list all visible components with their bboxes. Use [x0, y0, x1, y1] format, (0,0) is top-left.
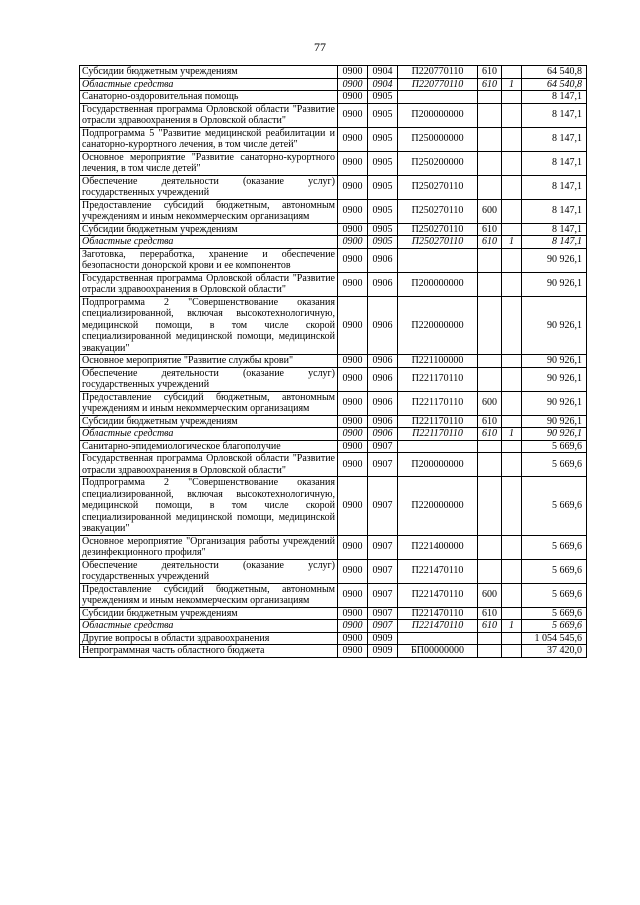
row-subsection-code-cell: 0909 — [368, 632, 398, 645]
row-funding-source-cell — [502, 355, 522, 368]
row-target-article-cell: П250000000 — [398, 127, 478, 151]
row-target-article-cell: П221470110 — [398, 620, 478, 633]
row-amount-cell: 64 540,8 — [522, 66, 587, 79]
row-target-article-cell: П200000000 — [398, 103, 478, 127]
row-amount-cell: 8 147,1 — [522, 127, 587, 151]
row-funding-source-cell — [502, 103, 522, 127]
row-funding-source-cell — [502, 151, 522, 175]
row-subsection-code-cell: 0906 — [368, 391, 398, 415]
row-expense-type-cell: 610 — [478, 620, 502, 633]
row-funding-source-cell — [502, 223, 522, 236]
row-expense-type-cell — [478, 91, 502, 104]
row-section-code-cell: 0900 — [338, 91, 368, 104]
table-row — [80, 415, 587, 428]
row-amount-cell: 5 669,6 — [522, 477, 587, 536]
row-name-cell: Государственная программа Орловской области "Развитие отрасли здравоохранения в Орловской области" — [80, 103, 338, 127]
row-subsection-code-cell: 0905 — [368, 91, 398, 104]
row-section-code-cell: 0900 — [338, 453, 368, 477]
row-amount-cell: 90 926,1 — [522, 248, 587, 272]
row-expense-type-cell: 600 — [478, 391, 502, 415]
row-section-code-cell: 0900 — [338, 151, 368, 175]
row-name-cell: Подпрограмма 2 "Совершенствование оказания специализированной, включая высокотехнологичную, медицинской помощи, в том числе скорой специализированной медицинской помощи, медицинской эвакуации" — [80, 296, 338, 355]
row-amount-cell: 8 147,1 — [522, 175, 587, 199]
row-name-cell: Субсидии бюджетным учреждениям — [80, 607, 338, 620]
row-amount-cell: 8 147,1 — [522, 151, 587, 175]
row-subsection-code-cell: 0905 — [368, 103, 398, 127]
row-target-article-cell: П250270110 — [398, 175, 478, 199]
row-target-article-cell: П250270110 — [398, 236, 478, 249]
table-row — [80, 175, 587, 199]
row-target-article-cell: П221170110 — [398, 367, 478, 391]
row-name-cell: Заготовка, переработка, хранение и обеспечение безопасности донорской крови и ее компонентов — [80, 248, 338, 272]
row-name-cell: Областные средства — [80, 428, 338, 441]
row-funding-source-cell — [502, 66, 522, 79]
row-subsection-code-cell: 0906 — [368, 248, 398, 272]
table-row — [80, 559, 587, 583]
row-section-code-cell: 0900 — [338, 391, 368, 415]
row-target-article-cell: П250270110 — [398, 223, 478, 236]
row-subsection-code-cell: 0907 — [368, 477, 398, 536]
row-name-cell: Предоставление субсидий бюджетным, автономным учреждениям и иным некоммерческим организациям — [80, 199, 338, 223]
row-section-code-cell: 0900 — [338, 236, 368, 249]
row-name-cell: Предоставление субсидий бюджетным, автономным учреждениям и иным некоммерческим организациям — [80, 391, 338, 415]
row-section-code-cell: 0900 — [338, 607, 368, 620]
row-expense-type-cell — [478, 477, 502, 536]
page-number: 77 — [314, 40, 326, 54]
row-section-code-cell: 0900 — [338, 583, 368, 607]
row-subsection-code-cell: 0905 — [368, 175, 398, 199]
row-subsection-code-cell: 0907 — [368, 559, 398, 583]
row-target-article-cell: П221170110 — [398, 391, 478, 415]
row-funding-source-cell — [502, 91, 522, 104]
row-section-code-cell: 0900 — [338, 296, 368, 355]
row-target-article-cell: П221400000 — [398, 535, 478, 559]
row-section-code-cell: 0900 — [338, 620, 368, 633]
table-row — [80, 127, 587, 151]
row-target-article-cell: П250200000 — [398, 151, 478, 175]
row-name-cell: Санитарно-эпидемиологическое благополучие — [80, 440, 338, 453]
table-row — [80, 391, 587, 415]
table-row — [80, 453, 587, 477]
table-row — [80, 477, 587, 536]
row-expense-type-cell — [478, 453, 502, 477]
row-subsection-code-cell: 0904 — [368, 66, 398, 79]
row-expense-type-cell — [478, 175, 502, 199]
row-expense-type-cell — [478, 440, 502, 453]
row-expense-type-cell: 610 — [478, 223, 502, 236]
row-target-article-cell: П220770110 — [398, 66, 478, 79]
row-expense-type-cell: 610 — [478, 428, 502, 441]
row-funding-source-cell — [502, 127, 522, 151]
row-expense-type-cell — [478, 535, 502, 559]
row-subsection-code-cell: 0909 — [368, 645, 398, 658]
row-funding-source-cell — [502, 175, 522, 199]
row-funding-source-cell — [502, 296, 522, 355]
row-name-cell: Областные средства — [80, 78, 338, 91]
row-expense-type-cell: 610 — [478, 78, 502, 91]
table-row — [80, 632, 587, 645]
row-subsection-code-cell: 0904 — [368, 78, 398, 91]
row-amount-cell: 8 147,1 — [522, 223, 587, 236]
table-row — [80, 583, 587, 607]
row-subsection-code-cell: 0906 — [368, 355, 398, 368]
row-expense-type-cell — [478, 559, 502, 583]
row-name-cell: Субсидии бюджетным учреждениям — [80, 66, 338, 79]
budget-table — [79, 65, 587, 658]
row-expense-type-cell: 600 — [478, 583, 502, 607]
budget-table-body — [80, 66, 587, 658]
row-name-cell: Государственная программа Орловской области "Развитие отрасли здравоохранения в Орловской области" — [80, 453, 338, 477]
row-amount-cell: 90 926,1 — [522, 415, 587, 428]
row-funding-source-cell: 1 — [502, 620, 522, 633]
row-target-article-cell: П221470110 — [398, 583, 478, 607]
row-expense-type-cell: 610 — [478, 236, 502, 249]
row-amount-cell: 8 147,1 — [522, 199, 587, 223]
row-subsection-code-cell: 0907 — [368, 535, 398, 559]
table-row — [80, 199, 587, 223]
row-section-code-cell: 0900 — [338, 477, 368, 536]
row-expense-type-cell — [478, 367, 502, 391]
table-row — [80, 607, 587, 620]
row-section-code-cell: 0900 — [338, 199, 368, 223]
table-row — [80, 236, 587, 249]
row-section-code-cell: 0900 — [338, 428, 368, 441]
row-section-code-cell: 0900 — [338, 440, 368, 453]
row-funding-source-cell — [502, 367, 522, 391]
row-subsection-code-cell: 0906 — [368, 428, 398, 441]
table-row — [80, 535, 587, 559]
row-expense-type-cell: 610 — [478, 607, 502, 620]
row-section-code-cell: 0900 — [338, 127, 368, 151]
table-row — [80, 151, 587, 175]
row-expense-type-cell: 610 — [478, 66, 502, 79]
row-name-cell: Субсидии бюджетным учреждениям — [80, 223, 338, 236]
row-funding-source-cell — [502, 248, 522, 272]
row-expense-type-cell — [478, 355, 502, 368]
row-target-article-cell: П200000000 — [398, 453, 478, 477]
row-target-article-cell — [398, 440, 478, 453]
row-section-code-cell: 0900 — [338, 272, 368, 296]
row-subsection-code-cell: 0907 — [368, 440, 398, 453]
row-section-code-cell: 0900 — [338, 632, 368, 645]
row-expense-type-cell: 610 — [478, 415, 502, 428]
row-amount-cell: 5 669,6 — [522, 607, 587, 620]
row-target-article-cell — [398, 91, 478, 104]
row-section-code-cell: 0900 — [338, 355, 368, 368]
table-row — [80, 355, 587, 368]
row-subsection-code-cell: 0907 — [368, 620, 398, 633]
row-name-cell: Подпрограмма 5 "Развитие медицинской реабилитации и санаторно-курортного лечения, в том числе детей" — [80, 127, 338, 151]
row-name-cell: Предоставление субсидий бюджетным, автономным учреждениям и иным некоммерческим организациям — [80, 583, 338, 607]
table-row — [80, 91, 587, 104]
row-funding-source-cell: 1 — [502, 236, 522, 249]
row-expense-type-cell — [478, 296, 502, 355]
row-subsection-code-cell: 0905 — [368, 199, 398, 223]
row-section-code-cell: 0900 — [338, 645, 368, 658]
row-subsection-code-cell: 0907 — [368, 583, 398, 607]
row-amount-cell: 5 669,6 — [522, 535, 587, 559]
row-section-code-cell: 0900 — [338, 103, 368, 127]
row-subsection-code-cell: 0906 — [368, 272, 398, 296]
row-funding-source-cell — [502, 559, 522, 583]
row-name-cell: Непрограммная часть областного бюджета — [80, 645, 338, 658]
row-amount-cell: 8 147,1 — [522, 236, 587, 249]
row-funding-source-cell — [502, 645, 522, 658]
row-funding-source-cell — [502, 391, 522, 415]
row-target-article-cell: П221100000 — [398, 355, 478, 368]
row-name-cell: Основное мероприятие "Организация работы учреждений дезинфекционного профиля" — [80, 535, 338, 559]
row-expense-type-cell — [478, 272, 502, 296]
row-amount-cell: 1 054 545,6 — [522, 632, 587, 645]
row-expense-type-cell — [478, 103, 502, 127]
row-expense-type-cell — [478, 645, 502, 658]
row-name-cell: Областные средства — [80, 236, 338, 249]
row-target-article-cell: П221470110 — [398, 559, 478, 583]
row-target-article-cell: П221170110 — [398, 428, 478, 441]
row-target-article-cell: П220000000 — [398, 296, 478, 355]
table-row — [80, 272, 587, 296]
row-subsection-code-cell: 0906 — [368, 296, 398, 355]
table-row — [80, 66, 587, 79]
row-funding-source-cell — [502, 453, 522, 477]
row-target-article-cell: П220000000 — [398, 477, 478, 536]
table-row — [80, 367, 587, 391]
row-amount-cell: 5 669,6 — [522, 453, 587, 477]
table-row — [80, 223, 587, 236]
row-amount-cell: 90 926,1 — [522, 296, 587, 355]
row-expense-type-cell — [478, 632, 502, 645]
row-amount-cell: 8 147,1 — [522, 103, 587, 127]
row-section-code-cell: 0900 — [338, 78, 368, 91]
row-target-article-cell: П221170110 — [398, 415, 478, 428]
row-section-code-cell: 0900 — [338, 415, 368, 428]
row-target-article-cell — [398, 632, 478, 645]
row-subsection-code-cell: 0907 — [368, 453, 398, 477]
row-expense-type-cell — [478, 127, 502, 151]
row-section-code-cell: 0900 — [338, 535, 368, 559]
row-section-code-cell: 0900 — [338, 367, 368, 391]
table-row — [80, 620, 587, 633]
row-amount-cell: 5 669,6 — [522, 620, 587, 633]
row-name-cell: Областные средства — [80, 620, 338, 633]
row-name-cell: Основное мероприятие "Развитие санаторно-курортного лечения, в том числе детей" — [80, 151, 338, 175]
row-funding-source-cell — [502, 440, 522, 453]
row-amount-cell: 5 669,6 — [522, 559, 587, 583]
row-subsection-code-cell: 0905 — [368, 236, 398, 249]
row-target-article-cell: БП00000000 — [398, 645, 478, 658]
row-amount-cell: 8 147,1 — [522, 91, 587, 104]
table-row — [80, 103, 587, 127]
row-target-article-cell: П221470110 — [398, 607, 478, 620]
row-expense-type-cell — [478, 151, 502, 175]
row-subsection-code-cell: 0905 — [368, 151, 398, 175]
row-funding-source-cell — [502, 607, 522, 620]
row-section-code-cell: 0900 — [338, 248, 368, 272]
row-section-code-cell: 0900 — [338, 175, 368, 199]
table-row — [80, 296, 587, 355]
table-row — [80, 78, 587, 91]
row-amount-cell: 90 926,1 — [522, 367, 587, 391]
row-name-cell: Санаторно-оздоровительная помощь — [80, 91, 338, 104]
row-amount-cell: 90 926,1 — [522, 355, 587, 368]
row-target-article-cell: П200000000 — [398, 272, 478, 296]
row-name-cell: Государственная программа Орловской области "Развитие отрасли здравоохранения в Орловской области" — [80, 272, 338, 296]
row-target-article-cell — [398, 248, 478, 272]
row-amount-cell: 64 540,8 — [522, 78, 587, 91]
row-amount-cell: 5 669,6 — [522, 583, 587, 607]
row-amount-cell: 90 926,1 — [522, 391, 587, 415]
row-target-article-cell: П220770110 — [398, 78, 478, 91]
row-name-cell: Обеспечение деятельности (оказание услуг) государственных учреждений — [80, 559, 338, 583]
row-name-cell: Обеспечение деятельности (оказание услуг) государственных учреждений — [80, 175, 338, 199]
row-target-article-cell: П250270110 — [398, 199, 478, 223]
row-expense-type-cell — [478, 248, 502, 272]
row-funding-source-cell — [502, 632, 522, 645]
row-section-code-cell: 0900 — [338, 66, 368, 79]
row-subsection-code-cell: 0905 — [368, 223, 398, 236]
row-funding-source-cell: 1 — [502, 78, 522, 91]
table-row — [80, 428, 587, 441]
row-subsection-code-cell: 0906 — [368, 415, 398, 428]
row-section-code-cell: 0900 — [338, 223, 368, 236]
table-row — [80, 248, 587, 272]
row-name-cell: Субсидии бюджетным учреждениям — [80, 415, 338, 428]
row-amount-cell: 5 669,6 — [522, 440, 587, 453]
row-amount-cell: 37 420,0 — [522, 645, 587, 658]
row-funding-source-cell — [502, 199, 522, 223]
row-funding-source-cell — [502, 415, 522, 428]
row-funding-source-cell: 1 — [502, 428, 522, 441]
row-name-cell: Обеспечение деятельности (оказание услуг) государственных учреждений — [80, 367, 338, 391]
table-row — [80, 645, 587, 658]
row-funding-source-cell — [502, 583, 522, 607]
row-amount-cell: 90 926,1 — [522, 428, 587, 441]
row-subsection-code-cell: 0906 — [368, 367, 398, 391]
row-funding-source-cell — [502, 535, 522, 559]
table-row — [80, 440, 587, 453]
row-funding-source-cell — [502, 272, 522, 296]
row-expense-type-cell: 600 — [478, 199, 502, 223]
row-amount-cell: 90 926,1 — [522, 272, 587, 296]
row-section-code-cell: 0900 — [338, 559, 368, 583]
row-funding-source-cell — [502, 477, 522, 536]
row-subsection-code-cell: 0905 — [368, 127, 398, 151]
row-subsection-code-cell: 0907 — [368, 607, 398, 620]
row-name-cell: Подпрограмма 2 "Совершенствование оказания специализированной, включая высокотехнологичную, медицинской помощи, в том числе скорой специализированной медицинской помощи, медицинской эвакуации" — [80, 477, 338, 536]
row-name-cell: Основное мероприятие "Развитие службы крови" — [80, 355, 338, 368]
row-name-cell: Другие вопросы в области здравоохранения — [80, 632, 338, 645]
